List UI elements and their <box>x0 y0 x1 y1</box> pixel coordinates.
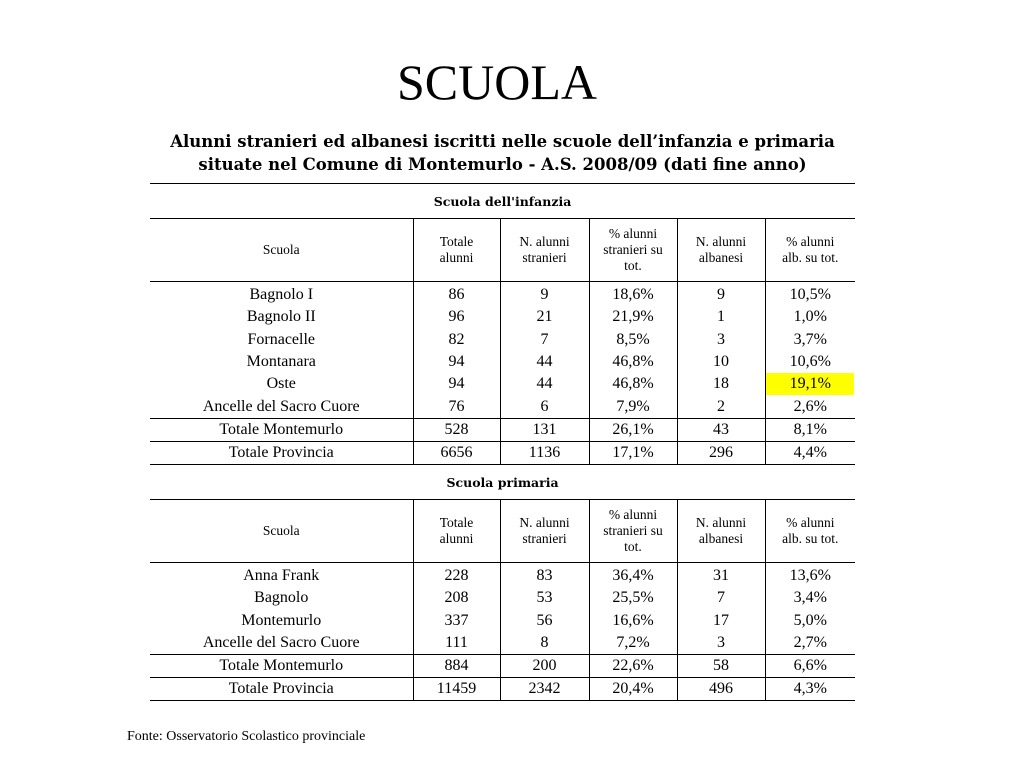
column-header-foreign-pupils <box>500 219 589 282</box>
cell-foreign-pupils: 21 <box>500 306 589 328</box>
total-cell-foreign-pupils: 200 <box>500 655 589 678</box>
cell-school: Bagnolo <box>254 589 309 607</box>
column-header-line: alb. su tot. <box>782 250 839 265</box>
header-row <box>150 500 855 563</box>
cell-albanian-pupils: 1 <box>677 306 765 328</box>
source-note: Fonte: Osservatorio Scolastico provinciale <box>127 729 366 744</box>
cell-foreign-percent: 21,9% <box>589 306 677 328</box>
cell-school: Ancelle del Sacro Cuore <box>202 634 360 652</box>
column-header-foreign-pupils <box>500 500 589 563</box>
column-header-line: % alunni <box>608 507 658 522</box>
total-cell-albanian-percent: 4,4% <box>765 441 855 464</box>
cell-total-pupils: 337 <box>413 610 500 632</box>
cell-albanian-pupils: 3 <box>677 632 765 655</box>
cell-foreign-percent: 16,6% <box>589 610 677 632</box>
total-cell-foreign-percent: 26,1% <box>589 418 677 441</box>
column-header-line: N. alunni <box>519 515 570 530</box>
column-header-line: alb. su tot. <box>782 531 839 546</box>
cell-foreign-pupils: 83 <box>500 563 589 588</box>
column-header-albanian-percent <box>765 500 855 563</box>
column-header-foreign-percent <box>589 219 677 282</box>
total-cell-school: Totale Provincia <box>150 441 413 464</box>
cell-foreign-percent: 7,9% <box>589 395 677 418</box>
column-header-line: albanesi <box>698 531 744 546</box>
column-header-school <box>150 500 413 563</box>
cell-albanian-pupils: 18 <box>677 373 765 395</box>
cell-total-pupils: 228 <box>413 563 500 588</box>
total-cell-albanian-pupils: 296 <box>677 441 765 464</box>
table-caption <box>150 130 855 176</box>
column-header-line: stranieri <box>522 250 567 265</box>
cell-school: Bagnolo II <box>246 308 316 326</box>
column-header-line: % alunni <box>786 234 835 249</box>
cell-albanian-pupils: 3 <box>677 329 765 351</box>
total-row <box>150 441 855 464</box>
table-row <box>150 329 855 351</box>
column-header-line: stranieri su <box>603 523 663 538</box>
primaria-table <box>150 464 855 701</box>
total-row <box>150 418 855 441</box>
cell-albanian-percent <box>765 373 855 395</box>
cell-albanian-percent: 1,0% <box>765 306 855 328</box>
section-title-row <box>150 465 855 500</box>
section-title: Scuola primaria <box>150 465 855 500</box>
cell-albanian-percent: 13,6% <box>765 563 855 588</box>
total-cell-foreign-pupils: 1136 <box>500 441 589 464</box>
column-header-line: % alunni <box>786 515 835 530</box>
cell-school: Fornacelle <box>247 330 316 348</box>
cell-foreign-pupils: 8 <box>500 632 589 655</box>
column-header-line: Scuola <box>262 523 300 538</box>
cell-school: Bagnolo I <box>249 286 314 304</box>
total-cell-albanian-percent: 4,3% <box>765 678 855 701</box>
cell-foreign-pupils: 6 <box>500 395 589 418</box>
cell-foreign-percent: 36,4% <box>589 563 677 588</box>
total-cell-albanian-pupils: 496 <box>677 678 765 701</box>
cell-school: Montanara <box>246 353 316 371</box>
total-cell-total-pupils: 528 <box>413 418 500 441</box>
column-header-albanian-pupils <box>677 500 765 563</box>
column-header-line: Totale <box>439 515 474 530</box>
column-header-line: N. alunni <box>519 234 570 249</box>
column-header-line: stranieri <box>522 531 567 546</box>
cell-total-pupils: 94 <box>413 373 500 395</box>
cell-albanian-percent: 10,6% <box>765 351 855 373</box>
table-row <box>150 587 855 609</box>
infanzia-table <box>150 183 855 465</box>
cell-total-pupils: 208 <box>413 587 500 609</box>
column-header-line: Scuola <box>262 242 300 257</box>
column-header-line: % alunni <box>608 226 658 241</box>
column-header-line: N. alunni <box>695 234 747 249</box>
column-header-school <box>150 219 413 282</box>
column-header-albanian-percent <box>765 219 855 282</box>
table-row <box>150 282 855 307</box>
column-header-total-pupils <box>413 500 500 563</box>
table-row <box>150 351 855 373</box>
total-cell-foreign-percent: 17,1% <box>589 441 677 464</box>
table-row <box>150 610 855 632</box>
cell-albanian-pupils: 31 <box>677 563 765 588</box>
section-title: Scuola dell'infanzia <box>150 184 855 219</box>
cell-albanian-percent: 2,7% <box>765 632 855 655</box>
cell-total-pupils: 82 <box>413 329 500 351</box>
total-cell-foreign-pupils: 131 <box>500 418 589 441</box>
column-header-line: N. alunni <box>695 515 747 530</box>
column-header-albanian-pupils <box>677 219 765 282</box>
table-row <box>150 632 855 655</box>
cell-albanian-pupils: 9 <box>677 282 765 307</box>
total-cell-school: Totale Provincia <box>150 678 413 701</box>
cell-foreign-pupils: 53 <box>500 587 589 609</box>
cell-total-pupils: 86 <box>413 282 500 307</box>
cell-albanian-pupils: 2 <box>677 395 765 418</box>
table-row <box>150 373 855 395</box>
table-caption-line-1: Alunni stranieri ed albanesi iscritti nelle scuole dell’infanzia e primaria <box>170 132 835 151</box>
cell-foreign-pupils: 56 <box>500 610 589 632</box>
column-header-foreign-percent <box>589 500 677 563</box>
total-cell-albanian-pupils: 58 <box>677 655 765 678</box>
cell-foreign-pupils: 9 <box>500 282 589 307</box>
cell-albanian-pupils: 7 <box>677 587 765 609</box>
cell-foreign-percent: 25,5% <box>589 587 677 609</box>
header-row <box>150 219 855 282</box>
column-header-line: albanesi <box>698 250 744 265</box>
cell-total-pupils: 96 <box>413 306 500 328</box>
total-cell-foreign-percent: 22,6% <box>589 655 677 678</box>
cell-albanian-percent: 3,7% <box>765 329 855 351</box>
cell-foreign-pupils: 44 <box>500 351 589 373</box>
cell-school: Anna Frank <box>243 567 320 585</box>
cell-school: Montemurlo <box>241 611 322 629</box>
cell-foreign-percent: 46,8% <box>589 351 677 373</box>
cell-foreign-pupils: 44 <box>500 373 589 395</box>
table-caption-line-2: situate nel Comune di Montemurlo - A.S. 2008/09 (dati fine anno) <box>198 155 807 174</box>
total-row <box>150 678 855 701</box>
highlighted-value: 19,1% <box>766 373 854 395</box>
cell-total-pupils: 111 <box>413 632 500 655</box>
cell-albanian-percent: 10,5% <box>765 282 855 307</box>
table-row <box>150 395 855 418</box>
cell-albanian-pupils: 10 <box>677 351 765 373</box>
section-title-row <box>150 184 855 219</box>
cell-school: Oste <box>266 375 296 393</box>
table-row <box>150 306 855 328</box>
cell-foreign-percent: 7,2% <box>589 632 677 655</box>
column-header-total-pupils <box>413 219 500 282</box>
cell-school: Ancelle del Sacro Cuore <box>202 397 360 415</box>
column-header-line: Totale <box>439 234 474 249</box>
total-cell-total-pupils: 11459 <box>413 678 500 701</box>
column-header-line: alunni <box>439 250 474 265</box>
total-cell-albanian-pupils: 43 <box>677 418 765 441</box>
total-cell-total-pupils: 6656 <box>413 441 500 464</box>
cell-foreign-percent: 18,6% <box>589 282 677 307</box>
column-header-line: stranieri su <box>603 242 663 257</box>
total-cell-school: Totale Montemurlo <box>150 655 413 678</box>
total-cell-school: Totale Montemurlo <box>150 418 413 441</box>
cell-total-pupils: 76 <box>413 395 500 418</box>
cell-albanian-pupils: 17 <box>677 610 765 632</box>
total-cell-albanian-percent: 8,1% <box>765 418 855 441</box>
table-row <box>150 563 855 588</box>
column-header-line: alunni <box>439 531 474 546</box>
column-header-line: tot. <box>624 539 642 554</box>
cell-foreign-percent: 46,8% <box>589 373 677 395</box>
cell-albanian-percent: 3,4% <box>765 587 855 609</box>
cell-albanian-percent: 2,6% <box>765 395 855 418</box>
total-cell-total-pupils: 884 <box>413 655 500 678</box>
column-header-line: tot. <box>624 258 642 273</box>
cell-total-pupils: 94 <box>413 351 500 373</box>
slide-title: SCUOLA <box>396 54 598 110</box>
cell-foreign-pupils: 7 <box>500 329 589 351</box>
total-cell-albanian-percent: 6,6% <box>765 655 855 678</box>
cell-albanian-percent: 5,0% <box>765 610 855 632</box>
total-cell-foreign-pupils: 2342 <box>500 678 589 701</box>
cell-foreign-percent: 8,5% <box>589 329 677 351</box>
total-cell-foreign-percent: 20,4% <box>589 678 677 701</box>
total-row <box>150 655 855 678</box>
